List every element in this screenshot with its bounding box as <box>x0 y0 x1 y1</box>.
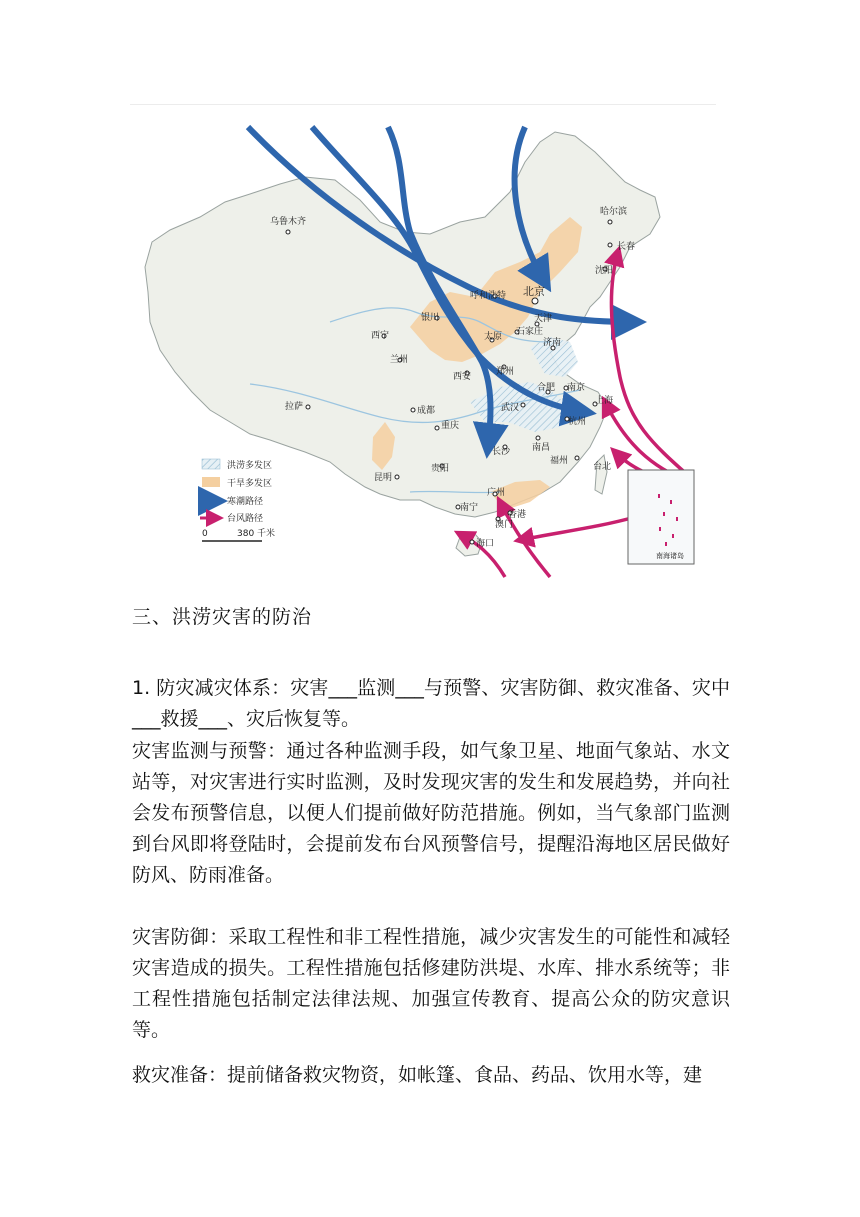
svg-text:武汉: 武汉 <box>501 403 520 413</box>
svg-text:洪涝多发区: 洪涝多发区 <box>227 461 273 471</box>
svg-text:海口: 海口 <box>476 539 495 549</box>
svg-text:上海: 上海 <box>595 396 614 406</box>
svg-text:福州: 福州 <box>550 456 569 466</box>
svg-text:南京: 南京 <box>567 383 586 393</box>
svg-text:沈阳: 沈阳 <box>595 266 614 276</box>
svg-text:银川: 银川 <box>421 313 440 323</box>
p1-text-e: 、灾后恢复等。 <box>227 708 361 730</box>
svg-text:香港: 香港 <box>508 510 527 520</box>
paragraph-disaster-system <box>132 673 730 735</box>
blank-underline: ___ <box>395 677 424 699</box>
svg-text:台风路径: 台风路径 <box>227 514 264 524</box>
svg-text:呼和浩特: 呼和浩特 <box>470 291 507 301</box>
blank-underline: ___ <box>132 708 161 730</box>
map-legend <box>200 459 272 524</box>
paragraph-monitoring: 灾害监测与预警：通过各种监测手段，如气象卫星、地面气象站、水文站等，对灾害进行实时监测，及时发现灾害的发生和发展趋势，并向社会发布预警信息，以便人们提前做好防范措施。例如，当气象部门监测到台风即将登陆时，会提前发布台风预警信号，提醒沿海地区居民做好防风、防雨准备。 <box>132 740 730 886</box>
p1-text-d: 救援 <box>160 708 199 730</box>
paragraph-defense: 灾害防御：采取工程性和非工程性措施，减少灾害发生的可能性和减轻灾害造成的损失。工程性措施包括修建防洪堤、水库、排水系统等；非工程性措施包括制定法律法规、加强宣传教育、提高公众的防灾意识等。 <box>132 926 730 1041</box>
svg-text:西安: 西安 <box>453 372 472 382</box>
svg-text:西宁: 西宁 <box>371 331 390 341</box>
p1-text-c: 与预警、灾害防御、救灾准备、灾中 <box>423 677 730 699</box>
svg-text:长沙: 长沙 <box>492 447 511 457</box>
paragraph-preparation: 救灾准备：提前储备救灾物资，如帐篷、食品、药品、饮用水等，建 <box>132 1064 703 1086</box>
svg-text:台北: 台北 <box>593 462 612 472</box>
svg-text:干旱多发区: 干旱多发区 <box>227 479 273 489</box>
svg-text:成都: 成都 <box>417 406 436 416</box>
svg-text:寒潮路径: 寒潮路径 <box>227 497 264 507</box>
svg-text:拉萨: 拉萨 <box>285 402 304 412</box>
svg-text:郑州: 郑州 <box>496 367 515 377</box>
svg-text:太原: 太原 <box>484 332 503 342</box>
blank-underline: ___ <box>198 708 228 730</box>
svg-text:贵阳: 贵阳 <box>431 464 450 474</box>
svg-text:澳门: 澳门 <box>495 520 514 530</box>
svg-text:广州: 广州 <box>487 488 506 498</box>
p1-text-a: 1. 防灾减灾体系：灾害 <box>132 677 329 699</box>
svg-text:南宁: 南宁 <box>460 503 479 513</box>
svg-text:合肥: 合肥 <box>537 383 556 393</box>
svg-text:石家庄: 石家庄 <box>516 327 544 337</box>
svg-text:长春: 长春 <box>617 242 636 252</box>
svg-text:重庆: 重庆 <box>441 421 460 431</box>
svg-text:380 千米: 380 千米 <box>237 529 276 539</box>
svg-text:昆明: 昆明 <box>374 473 393 483</box>
svg-text:天津: 天津 <box>534 314 553 324</box>
svg-text:兰州: 兰州 <box>390 355 409 365</box>
inset-south-china-sea <box>628 470 694 564</box>
blank-underline: ___ <box>328 677 357 699</box>
svg-text:北京: 北京 <box>523 285 545 298</box>
taiwan-island <box>595 455 607 494</box>
section-heading: 三、洪涝灾害的防治 <box>132 606 313 628</box>
header-divider <box>130 104 716 105</box>
svg-text:乌鲁木齐: 乌鲁木齐 <box>270 217 307 227</box>
svg-text:济南: 济南 <box>543 338 562 348</box>
svg-text:南昌: 南昌 <box>532 443 551 453</box>
scale-bar <box>202 527 275 541</box>
svg-text:0: 0 <box>202 529 208 539</box>
svg-text:南海诸岛: 南海诸岛 <box>656 552 684 560</box>
disaster-map <box>130 122 730 587</box>
p1-text-b: 监测 <box>356 677 396 699</box>
svg-text:杭州: 杭州 <box>568 417 587 427</box>
svg-text:哈尔滨: 哈尔滨 <box>600 207 628 217</box>
